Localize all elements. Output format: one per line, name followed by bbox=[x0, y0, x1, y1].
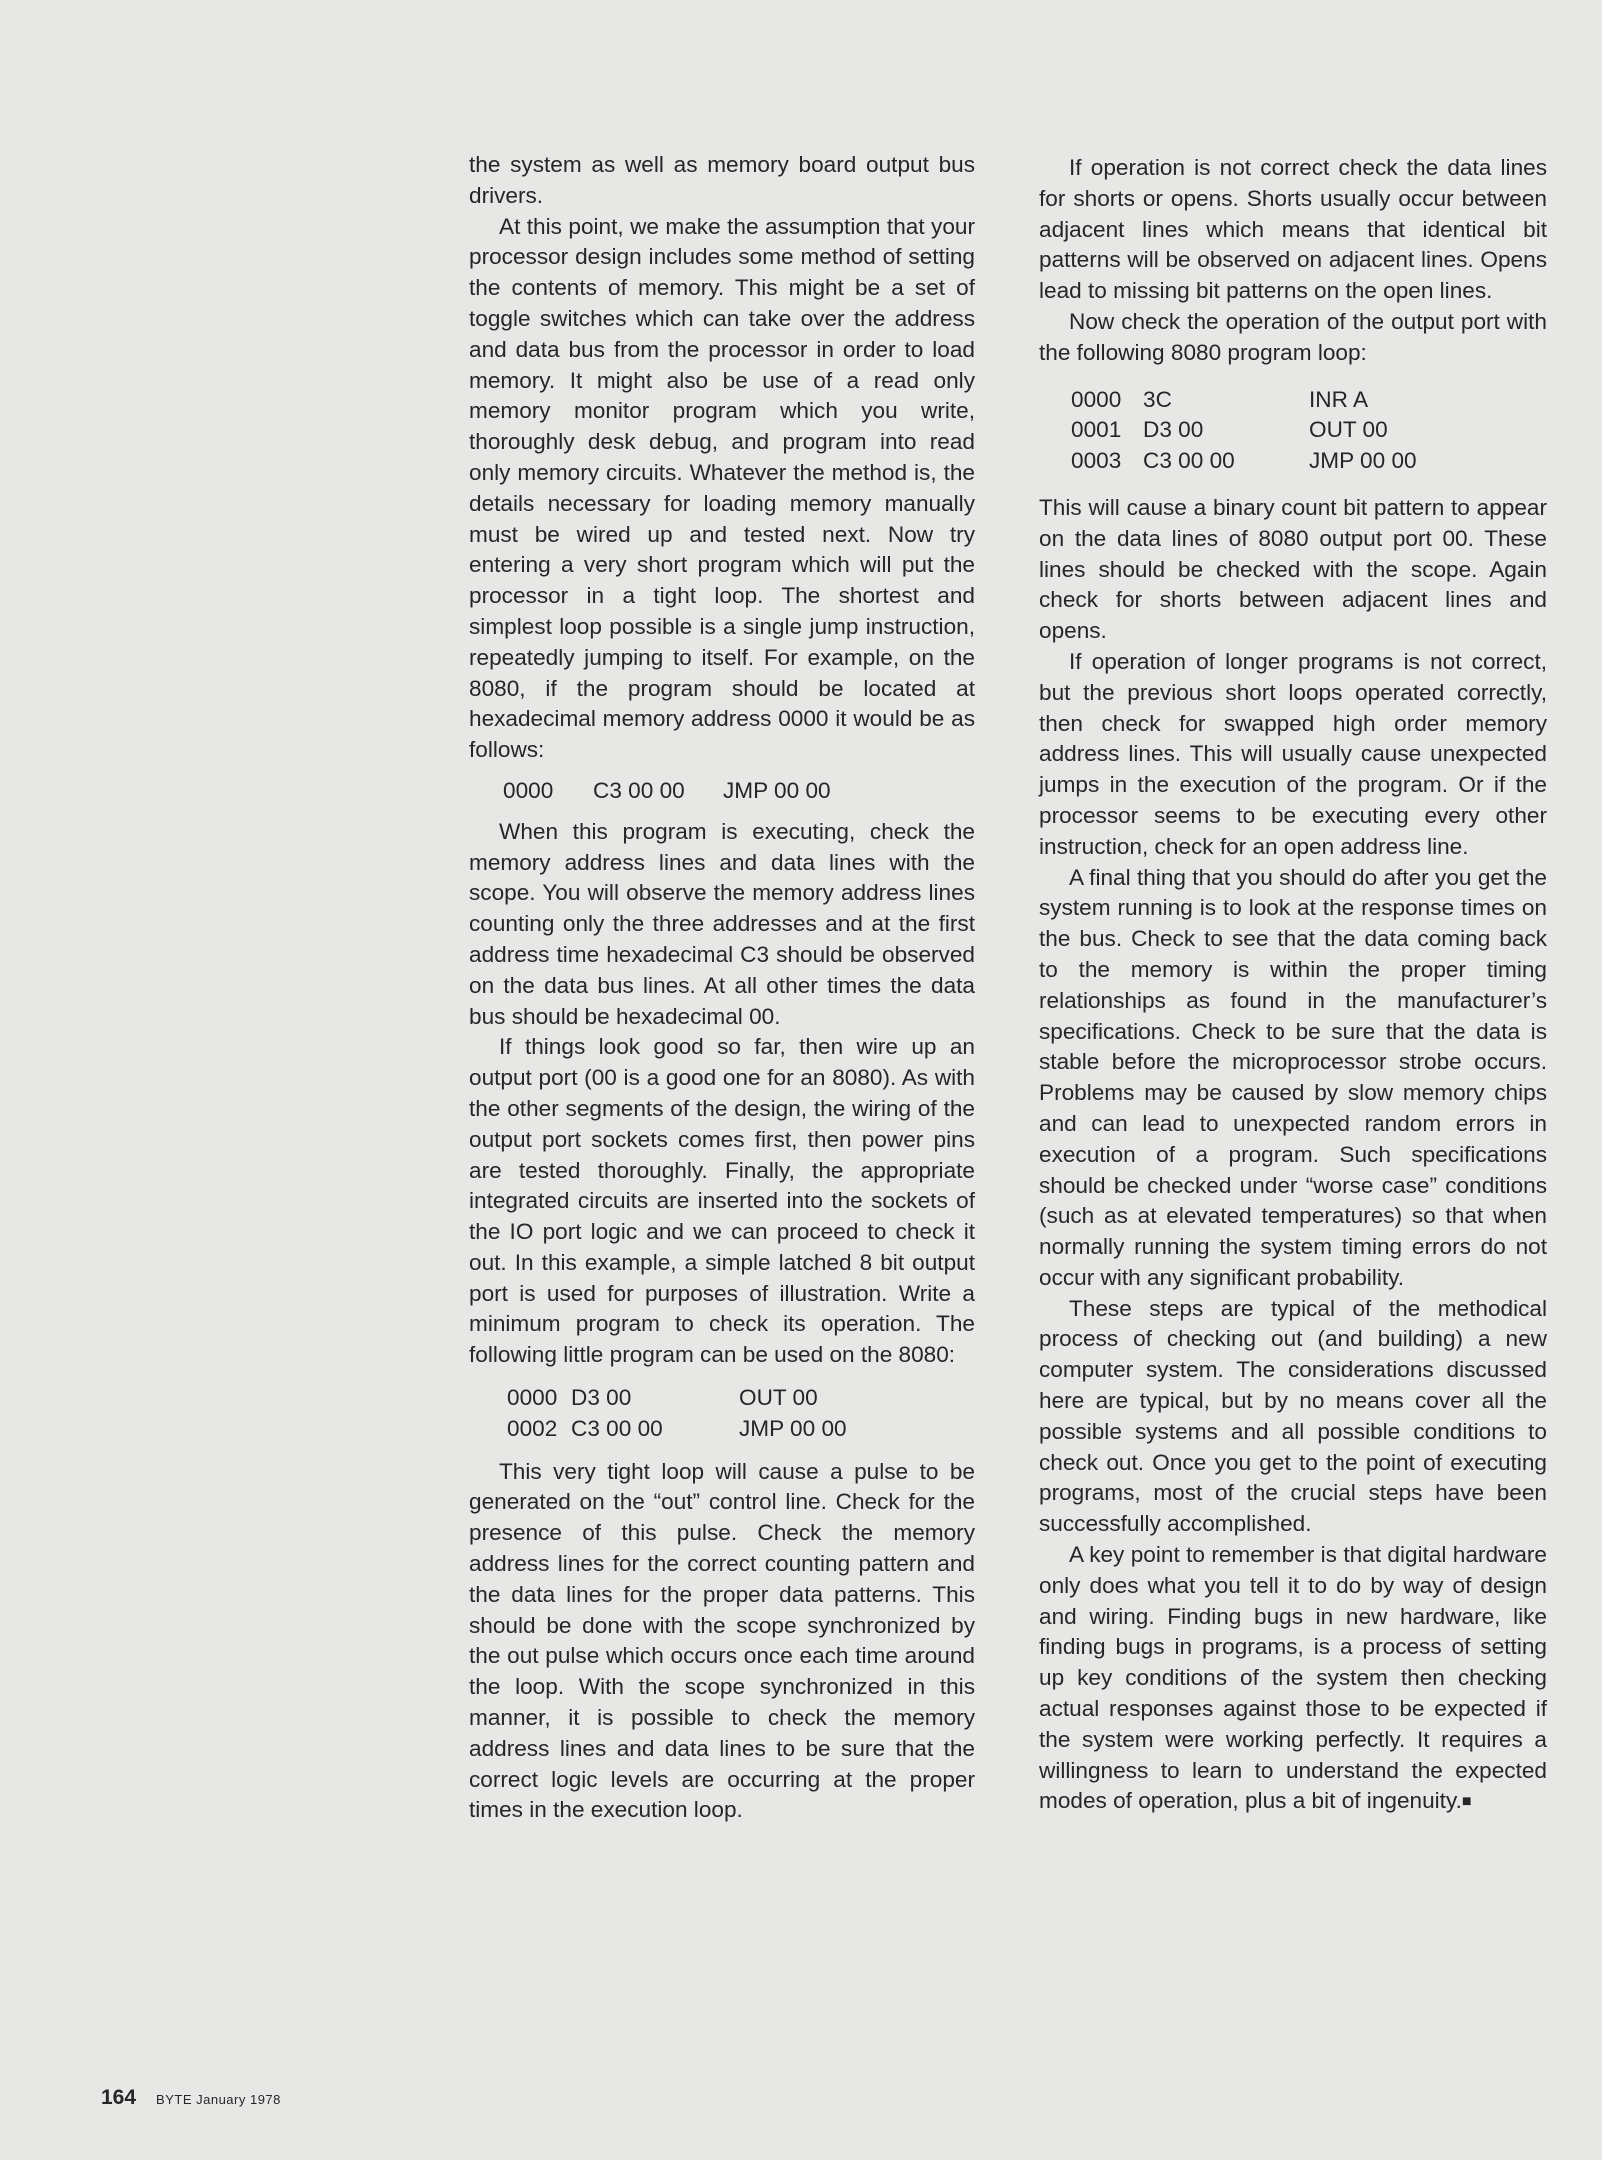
code-mnemonic: JMP 00 00 bbox=[1309, 448, 1417, 474]
paragraph: This very tight loop will cause a pulse to be generated on the “out” control line. Check for the presence of this pulse. Check the memory address lines for the correct counting pattern and the data lines for the proper data patterns. This should be done with the scope synchronized by the out pulse which occurs once each time around the loop. With the scope synchronized in this manner, it is possible to check the memory address lines and data lines to be sure that the correct logic levels are occurring at the proper times in the execution loop. bbox=[469, 1458, 975, 1823]
page-footer bbox=[101, 2086, 281, 2110]
code-address: 0000 bbox=[1071, 386, 1122, 412]
code-listing bbox=[503, 776, 975, 807]
paragraph: If things look good so far, then wire up an output port (00 is a good one for an 8080). As with the other segments of the design, the wiring of the output port sockets comes first, then power pins are tested thoroughly. Finally, the appropriate integrated circuits are inserted into the sockets of the IO port logic and we can proceed to check it out. In this example, a simple latched 8 bit output port is used for purposes of illustration. Write a minimum program to check its operation. The following little program can be used on the 8080: bbox=[469, 1034, 975, 1368]
code-bytes: C3 00 00 bbox=[593, 777, 685, 803]
code-bytes: D3 00 bbox=[571, 1385, 632, 1411]
code-address: 0001 bbox=[1071, 417, 1122, 443]
code-line bbox=[1071, 446, 1547, 477]
code-address: 0000 bbox=[507, 1385, 558, 1411]
page-number: 164 bbox=[101, 2086, 137, 2109]
code-address: 0002 bbox=[507, 1415, 558, 1441]
code-mnemonic: OUT 00 bbox=[739, 1385, 818, 1411]
code-mnemonic: OUT 00 bbox=[1309, 417, 1388, 443]
paragraph: This will cause a binary count bit pattern to appear on the data lines of 8080 output port 00. These lines should be checked with the scope. Again check for shorts between adjacent lines and opens. bbox=[1039, 494, 1547, 644]
code-address: 0003 bbox=[1071, 448, 1122, 474]
last-paragraph bbox=[1039, 1540, 1547, 1818]
paragraph: Now check the operation of the output port with the following 8080 program loop: bbox=[1039, 308, 1547, 365]
code-address: 0000 bbox=[503, 777, 554, 803]
code-mnemonic: JMP 00 00 bbox=[723, 777, 831, 803]
code-mnemonic: INR A bbox=[1309, 386, 1369, 412]
paragraph: If operation is not correct check the data lines for shorts or opens. Shorts usually occur between adjacent lines which means that identical bit patterns will be observed on adjacent lines. Opens lead to missing bit patterns on the open lines. bbox=[1039, 155, 1547, 304]
paragraph: the system as well as memory board output bus drivers. bbox=[469, 152, 975, 208]
code-line bbox=[503, 776, 975, 807]
code-line bbox=[1071, 415, 1547, 446]
code-line bbox=[507, 1383, 975, 1414]
paragraph: These steps are typical of the methodical process of checking out (and building) a new computer system. The considerations discussed here are typical, but by no means cover all the possible systems and all possible conditions to check out. Once you get to the point of executing programs, most of the crucial steps have been successfully accomplished. bbox=[1039, 1295, 1547, 1537]
issue-info: BYTE January 1978 bbox=[156, 2092, 281, 2107]
paragraph: If operation of longer programs is not correct, but the previous short loops operated correctly, then check for swapped high order memory address lines. This will usually cause unexpected jumps in the execution of the program. Or if the processor seems to be executing every other instruction, check for an open address line. bbox=[1039, 648, 1547, 859]
end-of-article-mark: ■ bbox=[1461, 1793, 1472, 1811]
code-listing bbox=[1071, 385, 1547, 477]
left-column bbox=[469, 150, 975, 1826]
right-column bbox=[1039, 153, 1547, 1818]
code-bytes: 3C bbox=[1143, 386, 1172, 412]
code-line bbox=[1071, 385, 1547, 416]
paragraph: When this program is executing, check the memory address lines and data lines with the scope. You will observe the memory address lines counting only the three addresses and at the first address time hexadecimal C3 should be observed on the data bus lines. At all other times the data bus should be hexadecimal 00. bbox=[469, 818, 975, 1029]
code-bytes: C3 00 00 bbox=[571, 1415, 663, 1441]
paragraph-text: A key point to remember is that digital hardware only does what you tell it to do by way of design and wiring. Finding bugs in new hardware, like finding bugs in programs, is a process of setting up key conditions of the system then checking actual responses against those to be expected if the system were working perfectly. It requires a willingness to learn to understand the expected modes of operation, plus a bit of ingenuity. bbox=[1039, 1542, 1547, 1814]
code-mnemonic: JMP 00 00 bbox=[739, 1415, 847, 1441]
paragraph: A final thing that you should do after you get the system running is to look at the response times on the bus. Check to see that the data coming back to the memory is within the proper timing relationships as found in the manufacturer’s specifications. Check to be sure that the data is stable before the microprocessor strobe occurs. Problems may be caused by slow memory chips and can lead to unexpected random errors in execution of a program. Such specifications should be checked under “worse case” conditions (such as at elevated temperatures) so that when normally running the system timing errors do not occur with any significant probability. bbox=[1039, 864, 1547, 1290]
paragraph: At this point, we make the assumption that your processor design includes some method of setting the contents of memory. This might be a set of toggle switches which can take over the address and data bus from the processor in order to load memory. It might also be use of a read only memory monitor program which you write, thoroughly desk debug, and program into read only memory circuits. Whatever the method is, the details necessary for loading memory manually must be wired up and tested next. Now try entering a very short program which will put the processor in a tight loop. The shortest and simplest loop possible is a single jump instruction, repeatedly jumping to itself. For example, on the 8080, if the program should be located at hexadecimal memory address 0000 it would be as follows: bbox=[469, 213, 975, 763]
code-listing bbox=[507, 1383, 975, 1445]
code-line bbox=[507, 1414, 975, 1445]
code-bytes: C3 00 00 bbox=[1143, 448, 1235, 474]
code-bytes: D3 00 bbox=[1143, 417, 1204, 443]
